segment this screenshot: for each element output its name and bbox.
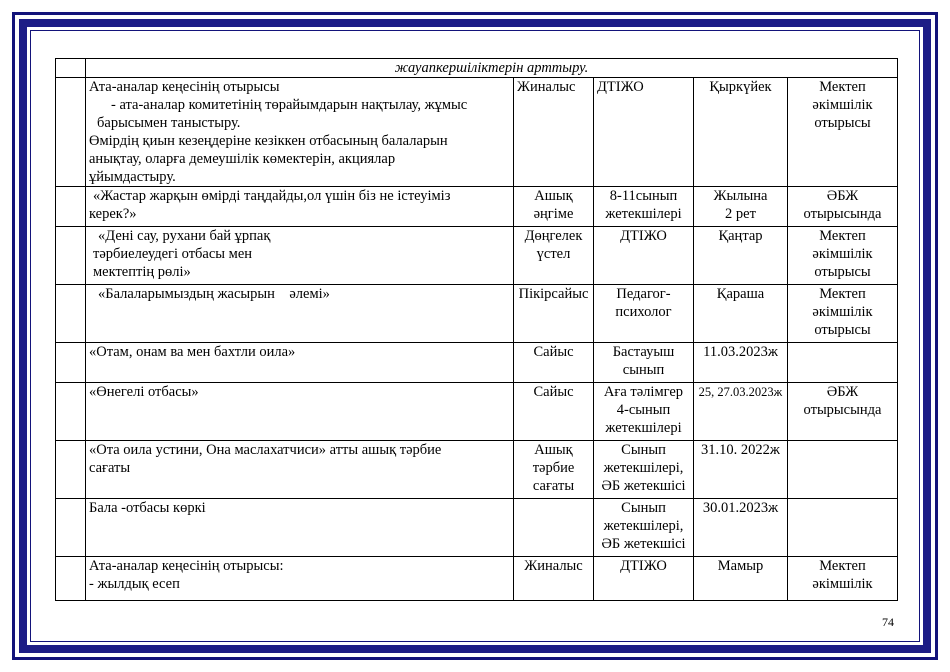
where-cell: Мектеп әкімшілік xyxy=(788,557,898,601)
time-cell: Қараша xyxy=(694,285,788,343)
table-continuation-row xyxy=(56,59,898,78)
table-row xyxy=(56,441,898,499)
table-row xyxy=(56,383,898,441)
event-cell: «Жастар жарқын өмірді таңдайды,ол үшін біз не істеуіміз керек?» xyxy=(86,187,514,227)
form-cell: Жиналыс xyxy=(514,557,594,601)
event-cell: «Балаларымыздың жасырын әлемі» xyxy=(86,285,514,343)
event-line: Өмірдің қиын кезеңдеріне кезіккен отбасының балаларын xyxy=(89,133,448,149)
responsible-cell: 8-11сынып жетекшілері xyxy=(594,187,694,227)
event-cell: Ата-аналар кеңесінің отырысы: - жылдық есеп xyxy=(86,557,514,601)
responsible-cell: Аға тәлімгер 4-сынып жетекшілері xyxy=(594,383,694,441)
table-row xyxy=(56,78,898,187)
events-table xyxy=(55,58,898,601)
table-row xyxy=(56,499,898,557)
table-row xyxy=(56,557,898,601)
event-line: - ата-аналар комитетінің төрайымдарын нақтылау, жұмыс xyxy=(111,97,468,113)
time-cell: 31.10. 2022ж xyxy=(694,441,788,499)
time-cell: Мамыр xyxy=(694,557,788,601)
event-line: анықтау, оларға демеушілік көмектерін, акциялар xyxy=(89,151,396,167)
time-cell: 25, 27.03.2023ж xyxy=(694,383,788,441)
responsible-cell: ДТІЖО xyxy=(594,557,694,601)
document-page xyxy=(31,31,919,641)
form-cell: Пікірсайыс xyxy=(514,285,594,343)
form-cell: Сайыс xyxy=(514,383,594,441)
event-cell: «Отам, онам ва мен бахтли оила» xyxy=(86,343,514,383)
event-line: Ата-аналар кеңесінің отырысы xyxy=(89,79,280,95)
form-cell: Ашық тәрбие сағаты xyxy=(514,441,594,499)
event-cell: «Өнегелі отбасы» xyxy=(86,383,514,441)
form-cell: Жиналыс xyxy=(514,78,594,187)
where-cell: ӘБЖ отырысында xyxy=(788,383,898,441)
form-cell: Ашық әңгіме xyxy=(514,187,594,227)
time-cell: 30.01.2023ж xyxy=(694,499,788,557)
responsible-cell: Бастауыш сынып xyxy=(594,343,694,383)
time-cell: Жылына 2 рет xyxy=(694,187,788,227)
where-cell: ӘБЖ отырысында xyxy=(788,187,898,227)
time-cell: Қыркүйек xyxy=(694,78,788,187)
event-line: барысымен таныстыру. xyxy=(97,115,241,131)
where-cell: Мектеп әкімшілік отырысы xyxy=(788,78,898,187)
responsible-cell: Сынып жетекшілері, ӘБ жетекшісі xyxy=(594,441,694,499)
where-cell: Мектеп әкімшілік отырысы xyxy=(788,227,898,285)
where-cell xyxy=(788,499,898,557)
table-row xyxy=(56,285,898,343)
responsible-cell: Педагог- психолог xyxy=(594,285,694,343)
continuation-text: жауапкершіліктерін арттыру. xyxy=(86,59,898,78)
form-cell: Дөңгелек үстел xyxy=(514,227,594,285)
event-cell: «Дені сау, рухани бай ұрпақ тәрбиелеудегі отбасы мен мектептің рөлі» xyxy=(86,227,514,285)
table-row xyxy=(56,187,898,227)
event-cell xyxy=(86,78,514,187)
where-cell: Мектеп әкімшілік отырысы xyxy=(788,285,898,343)
time-cell: Қаңтар xyxy=(694,227,788,285)
responsible-cell: ДТІЖО xyxy=(594,227,694,285)
form-cell xyxy=(514,499,594,557)
responsible-cell: Сынып жетекшілері, ӘБ жетекшісі xyxy=(594,499,694,557)
event-line: ұйымдастыру. xyxy=(89,169,176,185)
time-cell: 11.03.2023ж xyxy=(694,343,788,383)
responsible-cell: ДТІЖО xyxy=(594,78,694,187)
event-cell: «Ота оила устини, Она маслахатчиси» атты ашық тәрбие сағаты xyxy=(86,441,514,499)
event-cell: Бала -отбасы көркі xyxy=(86,499,514,557)
form-cell: Сайыс xyxy=(514,343,594,383)
where-cell xyxy=(788,441,898,499)
table-row xyxy=(56,227,898,285)
page-number: 74 xyxy=(882,615,894,629)
table-row xyxy=(56,343,898,383)
where-cell xyxy=(788,343,898,383)
